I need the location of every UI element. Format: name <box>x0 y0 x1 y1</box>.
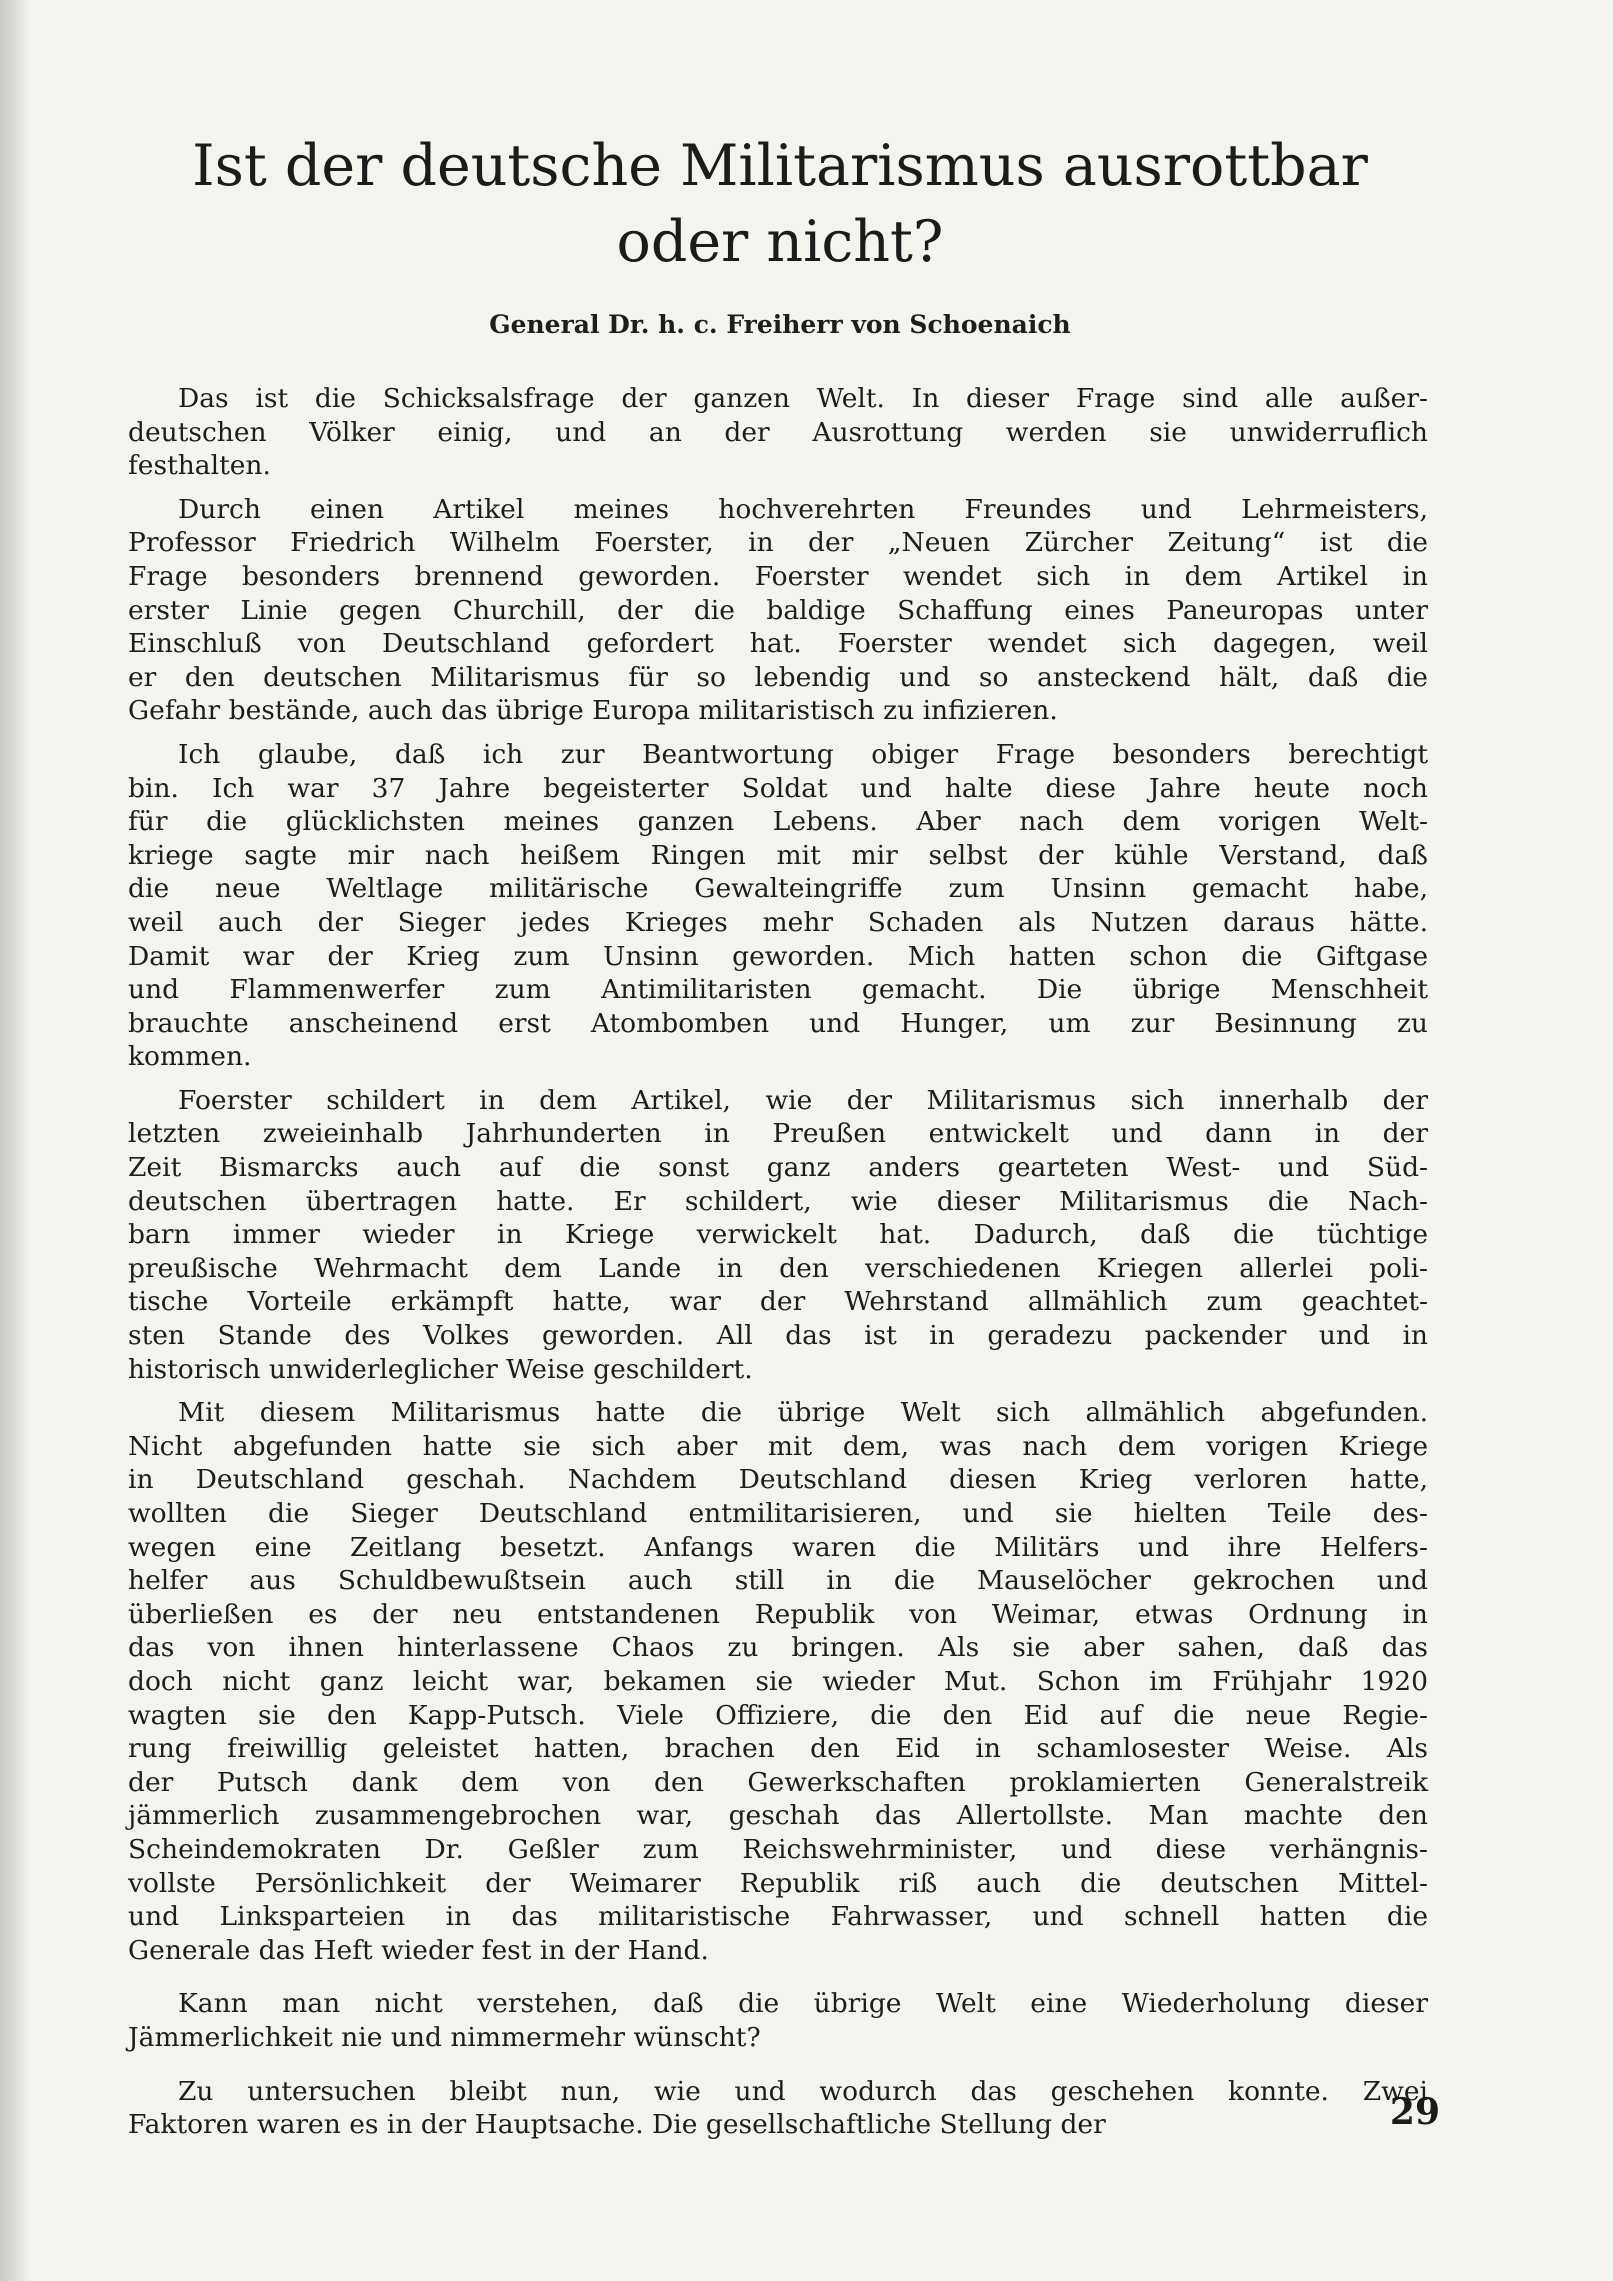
text-line: Das ist die Schicksalsfrage der ganzen Welt. In dieser Frage sind alle außer- <box>178 383 1428 414</box>
text-line: überließen es der neu entstandenen Republik von Weimar, etwas Ordnung in <box>128 1598 1428 1630</box>
text-line: bin. Ich war 37 Jahre begeisterter Soldat und halte diese Jahre heute noch <box>128 772 1428 804</box>
text-line: rung freiwillig geleistet hatten, brachen den Eid in schamlosester Weise. Als <box>128 1733 1428 1765</box>
text-line: letzten zweieinhalb Jahrhunderten in Preußen entwickelt und dann in der <box>128 1118 1428 1150</box>
text-line: historisch unwiderleglicher Weise geschildert. <box>128 1353 753 1385</box>
text-line: Gefahr bestände, auch das übrige Europa militaristisch zu infizieren. <box>128 695 1058 727</box>
paragraph-5 <box>128 1396 1428 1967</box>
text-line: Kann man nicht verstehen, daß die übrige Welt eine Wiederholung dieser <box>178 1988 1428 2020</box>
text-line: Durch einen Artikel meines hochverehrten Freundes und Lehrmeisters, <box>178 493 1428 525</box>
text-line: wegen eine Zeitlang besetzt. Anfangs waren die Militärs und ihre Helfers- <box>128 1531 1428 1563</box>
text-line: Ich glaube, daß ich zur Beantwortung obiger Frage besonders berechtigt <box>178 738 1428 770</box>
text-line: Zu untersuchen bleibt nun, wie und wodurch das geschehen konnte. Zwei <box>178 2075 1428 2107</box>
article-title <box>120 128 1440 280</box>
text-line: Generale das Heft wieder fest in der Hand. <box>128 1934 709 1966</box>
text-line: brauchte anscheinend erst Atombomben und Hunger, um zur Besinnung zu <box>128 1007 1428 1039</box>
text-line: in Deutschland geschah. Nachdem Deutschland diesen Krieg verloren hatte, <box>128 1464 1428 1496</box>
text-line: preußische Wehrmacht dem Lande in den verschiedenen Kriegen allerlei poli- <box>128 1252 1428 1284</box>
text-line: das von ihnen hinterlassene Chaos zu bringen. Als sie aber sahen, daß das <box>128 1632 1428 1664</box>
text-line: und Linksparteien in das militaristische Fahrwasser, und schnell hatten die <box>128 1901 1428 1933</box>
text-line: wollten die Sieger Deutschland entmilitarisieren, und sie hielten Teile des- <box>128 1498 1428 1529</box>
text-line: barn immer wieder in Kriege verwickelt hat. Dadurch, daß die tüchtige <box>128 1219 1428 1251</box>
text-line: deutschen Völker einig, und an der Ausrottung werden sie unwiderruflich <box>128 416 1428 448</box>
paragraph-7 <box>128 2075 1428 2142</box>
page-number: 29 <box>1389 2091 1440 2133</box>
text-line: Jämmerlichkeit nie und nimmermehr wünscht? <box>128 2021 761 2053</box>
article-body <box>128 382 1428 2142</box>
text-line: jämmerlich zusammengebrochen war, geschah das Allertollste. Man machte den <box>128 1800 1428 1832</box>
text-line: vollste Persönlichkeit der Weimarer Republik riß auch die deutschen Mittel- <box>128 1867 1428 1899</box>
text-line: und Flammenwerfer zum Antimilitaristen gemacht. Die übrige Menschheit <box>128 974 1428 1006</box>
text-line: der Putsch dank dem von den Gewerkschaften proklamierten Generalstreik <box>128 1766 1428 1798</box>
paragraph-2 <box>128 493 1428 728</box>
text-line: er den deutschen Militarismus für so lebendig und so ansteckend hält, daß die <box>128 661 1428 693</box>
article-author: General Dr. h. c. Freiherr von Schoenaich <box>489 310 1071 339</box>
text-line: Faktoren waren es in der Hauptsache. Die gesellschaftliche Stellung der <box>128 2109 1106 2141</box>
text-line: deutschen übertragen hatte. Er schildert, wie dieser Militarismus die Nach- <box>128 1185 1428 1217</box>
text-line: wagten sie den Kapp-Putsch. Viele Offiziere, die den Eid auf die neue Regie- <box>128 1699 1428 1731</box>
text-line: kommen. <box>128 1041 252 1073</box>
text-line: Foerster schildert in dem Artikel, wie der Militarismus sich innerhalb der <box>178 1084 1428 1116</box>
text-line: weil auch der Sieger jedes Krieges mehr Schaden als Nutzen daraus hätte. <box>128 906 1428 938</box>
text-line: tische Vorteile erkämpft hatte, war der Wehrstand allmählich zum geachtet- <box>128 1286 1428 1318</box>
page-edge-shadow <box>0 0 30 2281</box>
text-line: helfer aus Schuldbewußtsein auch still in die Mauselöcher gekrochen und <box>128 1565 1428 1597</box>
paragraph-1 <box>128 382 1428 483</box>
text-line: Frage besonders brennend geworden. Foerster wendet sich in dem Artikel in <box>128 560 1428 592</box>
text-line: Professor Friedrich Wilhelm Foerster, in der „Neuen Zürcher Zeitung“ ist die <box>128 527 1428 559</box>
text-line: für die glücklichsten meines ganzen Lebens. Aber nach dem vorigen Welt- <box>128 806 1428 838</box>
text-line: sten Stande des Volkes geworden. All das ist in geradezu packender und in <box>128 1320 1428 1352</box>
article-title-line-1: Ist der deutsche Militarismus ausrottbar <box>192 133 1368 199</box>
text-line: festhalten. <box>128 450 271 482</box>
text-line: Nicht abgefunden hatte sie sich aber mit dem, was nach dem vorigen Kriege <box>128 1430 1428 1462</box>
text-line: Damit war der Krieg zum Unsinn geworden. Mich hatten schon die Giftgase <box>128 940 1428 972</box>
text-line: Scheindemokraten Dr. Geßler zum Reichswehrminister, und diese verhängnis- <box>128 1833 1428 1865</box>
paragraph-6 <box>128 1987 1428 2054</box>
text-line: die neue Weltlage militärische Gewalteingriffe zum Unsinn gemacht habe, <box>128 873 1428 905</box>
text-line: kriege sagte mir nach heißem Ringen mit mir selbst der kühle Verstand, daß <box>128 839 1428 871</box>
text-line: doch nicht ganz leicht war, bekamen sie wieder Mut. Schon im Frühjahr 1920 <box>128 1665 1428 1697</box>
article-title-line-2: oder nicht? <box>616 209 944 275</box>
text-line: Mit diesem Militarismus hatte die übrige Welt sich allmählich abgefunden. <box>178 1397 1428 1429</box>
text-line: erster Linie gegen Churchill, der die baldige Schaffung eines Paneuropas unter <box>128 594 1428 626</box>
text-line: Zeit Bismarcks auch auf die sonst ganz anders gearteten West- und Süd- <box>128 1152 1428 1184</box>
paragraph-3 <box>128 738 1428 1074</box>
paragraph-4 <box>128 1084 1428 1386</box>
text-line: Einschluß von Deutschland gefordert hat. Foerster wendet sich dagegen, weil <box>128 628 1428 660</box>
